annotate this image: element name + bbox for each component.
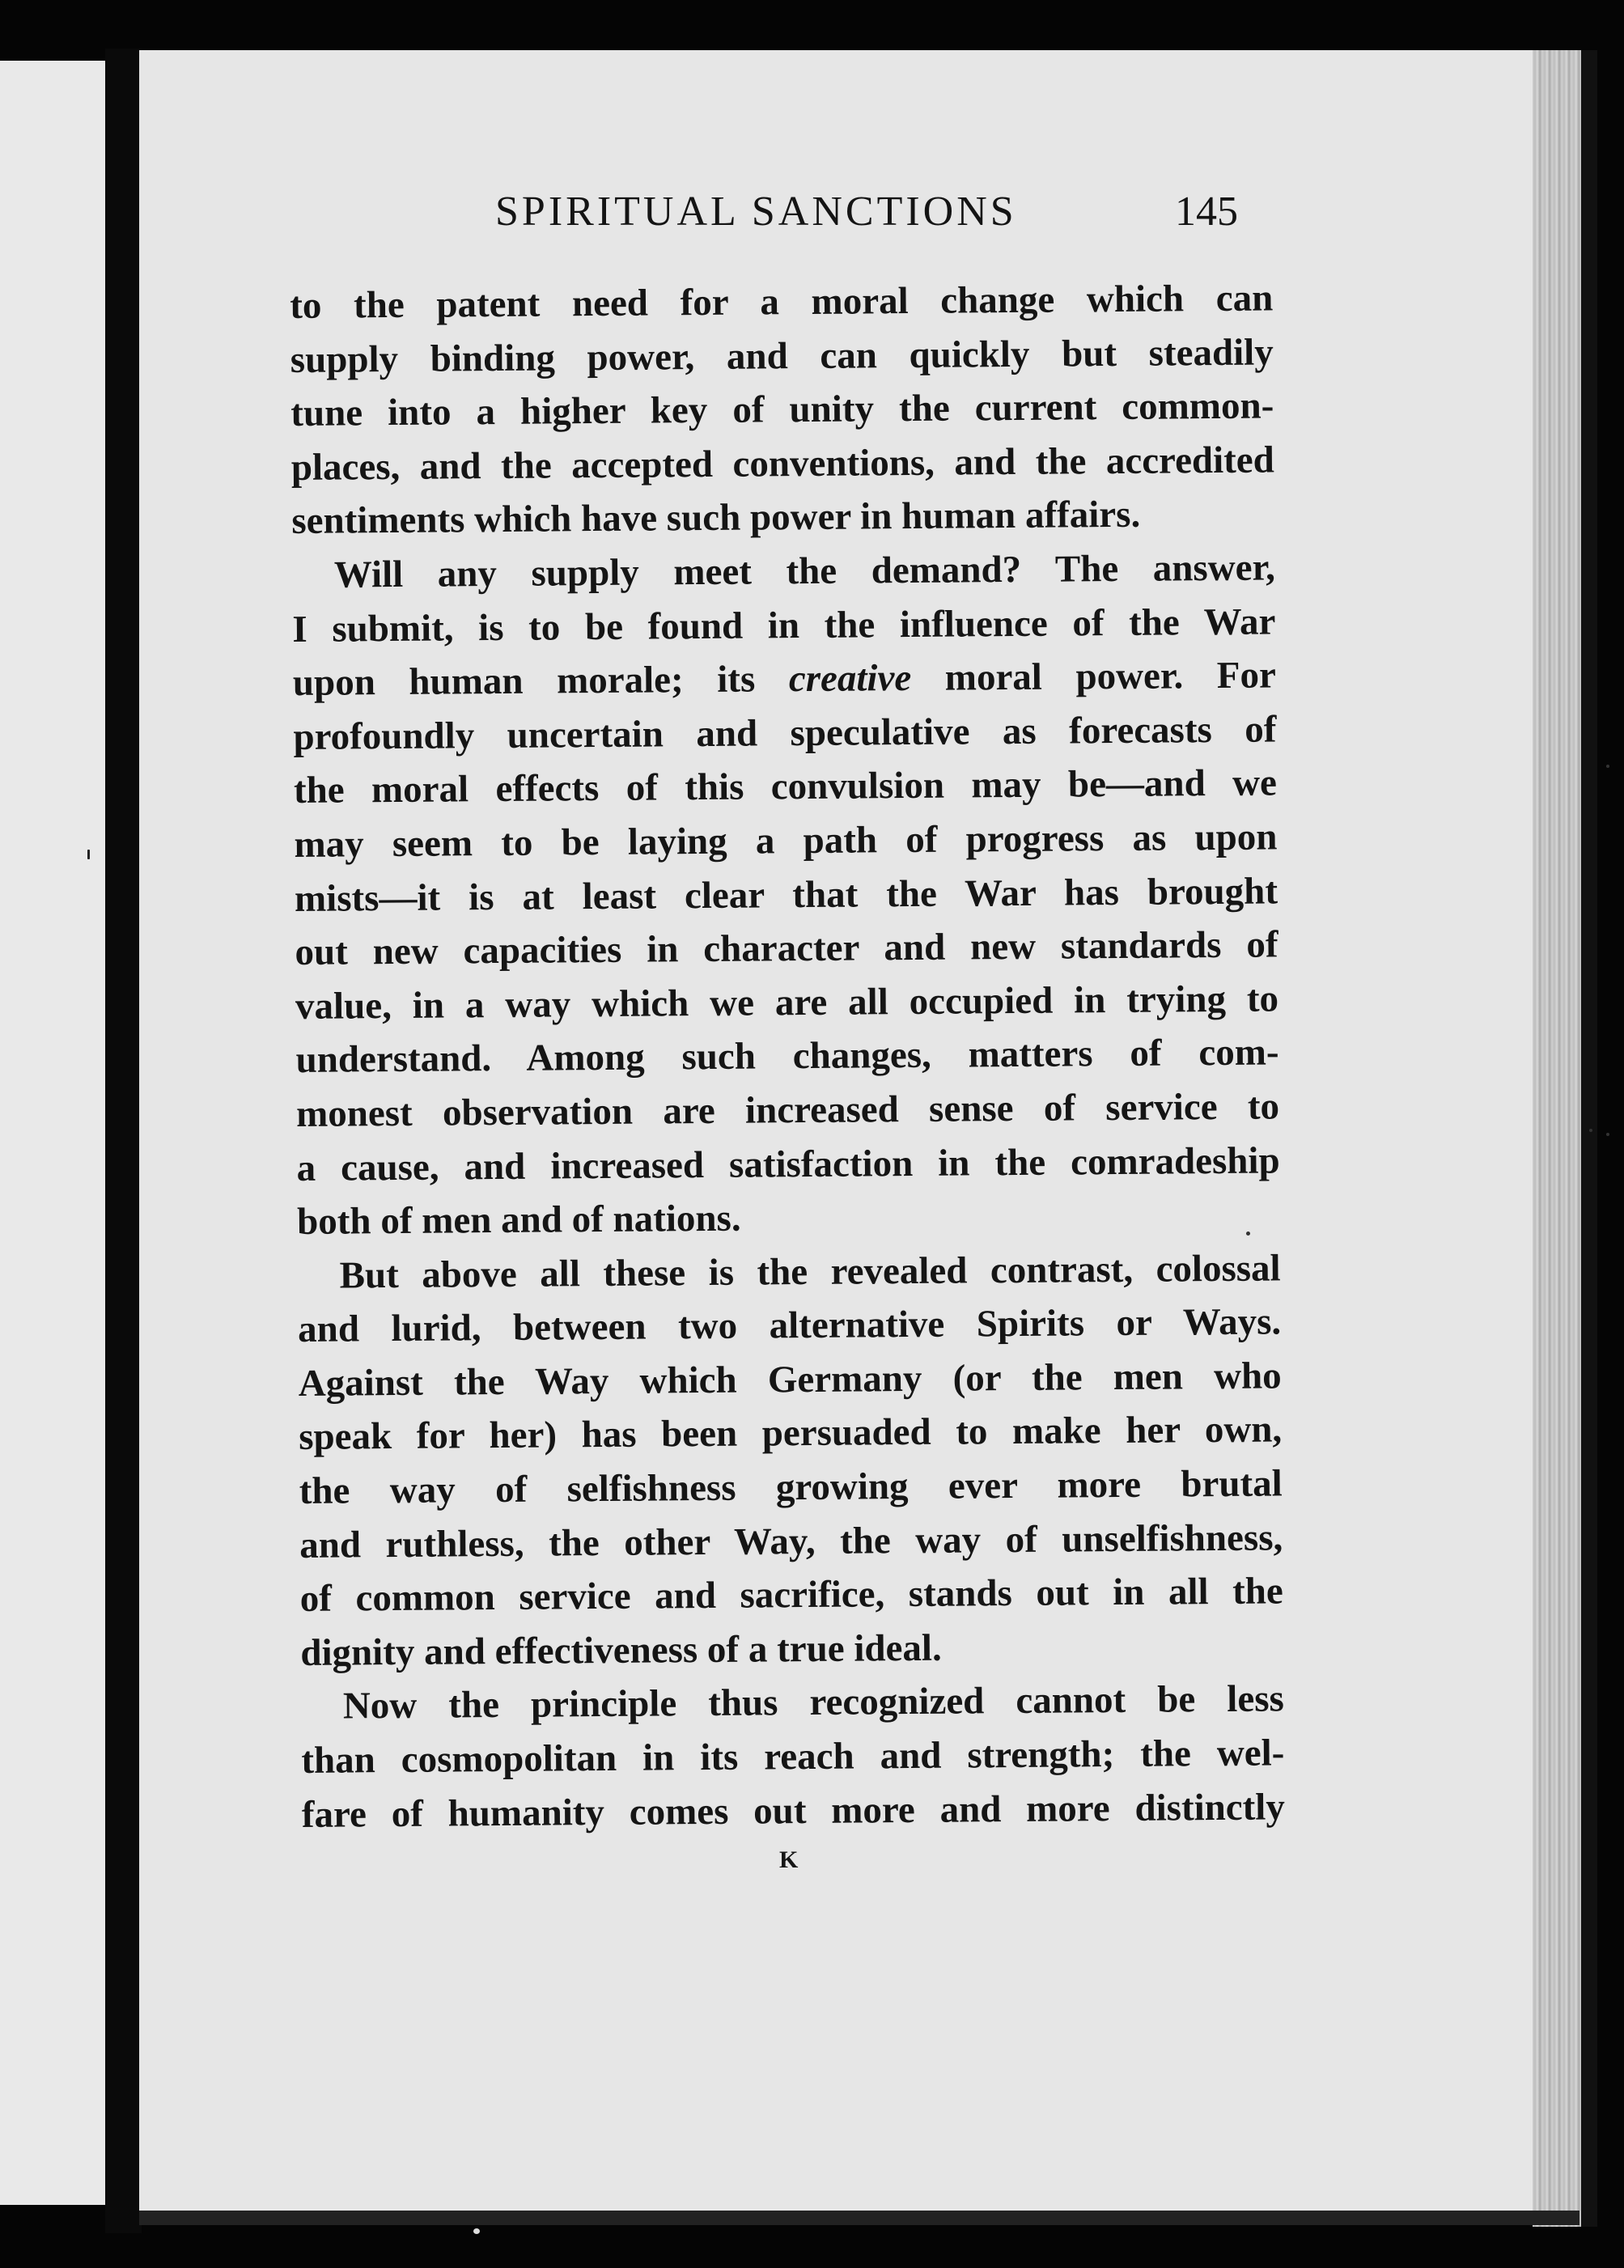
text-line: understand. Among such changes, matters of com- [295, 1031, 1279, 1082]
text-line: I submit, is to be found in the influence of the War [292, 600, 1276, 651]
page-number: 145 [1175, 189, 1238, 235]
text-line: supply binding power, and can quickly but steadily [290, 331, 1274, 381]
text-line: a cause, and increased satisfaction in the comradeship [296, 1138, 1280, 1189]
text-line: Will any supply meet the demand? The answer, [333, 546, 1276, 596]
text-line: places, and the accepted conventions, and the accredited [290, 439, 1274, 489]
text-line: the moral effects of this convulsion may be—and we [293, 761, 1278, 812]
text-line: upon human morale; its creative moral power. For [292, 654, 1277, 705]
page-fore-edge [1533, 50, 1581, 2227]
text-line: monest observation are increased sense of service to [295, 1085, 1280, 1135]
text-line: Now the principle thus recognized cannot be less [342, 1677, 1285, 1727]
text-line: out new capacities in character and new standards of [295, 923, 1278, 974]
text-line: and ruthless, the other Way, the way of unselfishness, [299, 1516, 1283, 1566]
text-line: value, in a way which we are all occupied in trying to [295, 977, 1279, 1028]
page-edge-shadow [1581, 50, 1597, 2227]
text-line: may seem to be laying a path of progress as upon [294, 816, 1278, 866]
emphasis-text: creative [788, 657, 912, 701]
facing-page-edge [0, 61, 105, 2205]
dust-speck [1606, 765, 1609, 768]
text-line: tune into a higher key of unity the current common- [290, 384, 1274, 435]
text-line: sentiments which have such power in human affairs. [291, 494, 1141, 543]
text-line: dignity and effectiveness of a true ideal. [300, 1626, 942, 1674]
dust-speck [87, 850, 90, 859]
text-line: But above all these is the revealed contrast, colossal [339, 1247, 1281, 1297]
body-text [290, 271, 1285, 1842]
text-line: profoundly uncertain and speculative as forecasts of [293, 708, 1277, 758]
text-line: than cosmopolitan in its reach and strength; the wel- [301, 1732, 1285, 1782]
dust-speck [1606, 1133, 1609, 1136]
running-head: SPIRITUAL SANCTIONS [495, 189, 1017, 235]
text-line: Against the Way which Germany (or the men who [298, 1354, 1282, 1405]
dust-speck [473, 2228, 480, 2234]
dust-speck [1589, 1129, 1592, 1132]
dust-speck [1246, 1232, 1250, 1236]
text-line: both of men and of nations. [296, 1197, 741, 1244]
text-line: mists—it is at least clear that the War has brought [294, 869, 1278, 920]
text-line: the way of selfishness growing ever more brutal [299, 1462, 1283, 1513]
book-gutter [105, 49, 142, 2233]
signature-mark: K [779, 1846, 799, 1873]
page-bottom-shadow [139, 2211, 1579, 2225]
text-line: and lurid, between two alternative Spirits or Ways. [297, 1300, 1282, 1351]
text-line: fare of humanity comes out more and more distinctly [301, 1786, 1286, 1836]
text-line: speak for her) has been persuaded to make her own, [299, 1408, 1283, 1459]
text-line: to the patent need for a moral change which can [290, 277, 1274, 327]
text-line: of common service and sacrifice, stands out in all the [299, 1570, 1283, 1621]
page-header [0, 188, 1624, 244]
